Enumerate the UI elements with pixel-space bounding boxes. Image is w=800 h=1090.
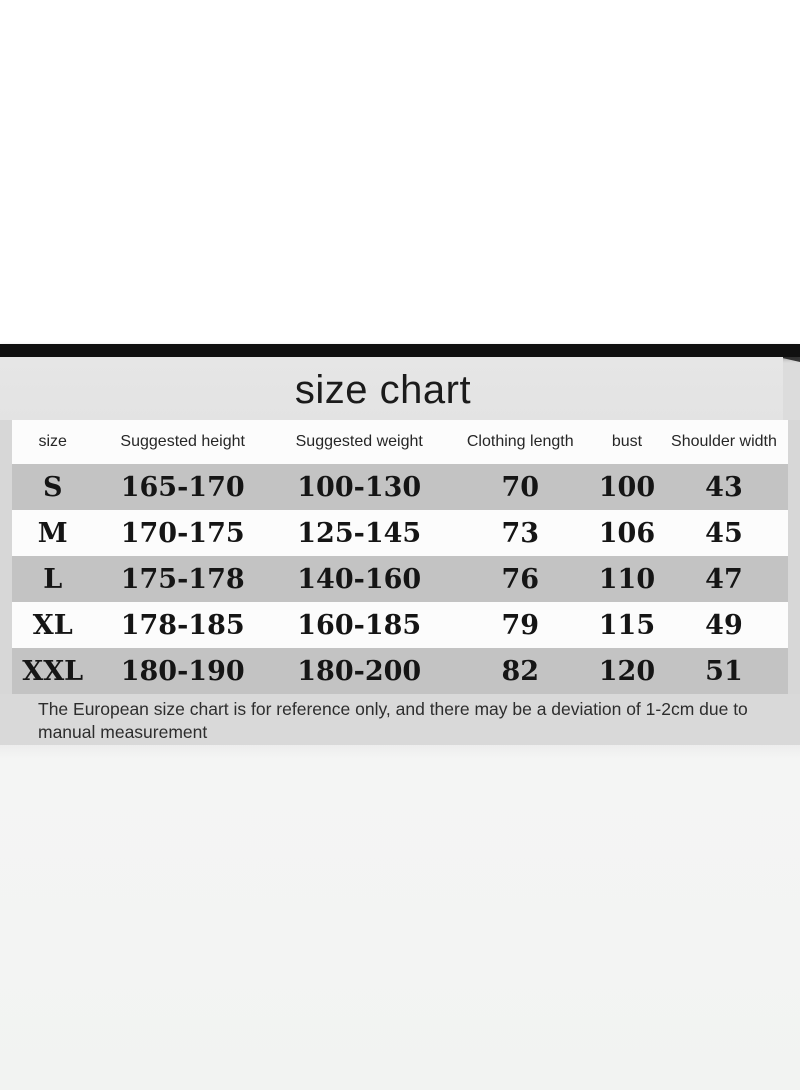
column-header-suggested-height: Suggested height [93, 420, 271, 464]
column-header-shoulder-width: Shoulder width [660, 420, 788, 464]
cell-length: 70 [447, 464, 594, 510]
cell-height: 180-190 [93, 648, 271, 694]
top-blank-area [0, 0, 800, 344]
cell-length: 82 [447, 648, 594, 694]
cell-weight: 180-200 [272, 648, 447, 694]
table-row-xl [12, 602, 788, 648]
cell-bust: 106 [594, 510, 660, 556]
size-table [12, 420, 788, 694]
size-table-header-row [12, 420, 788, 464]
divider-bar [0, 344, 800, 357]
cell-size: M [12, 510, 93, 556]
reference-note-line-2: manual measurement [38, 722, 208, 742]
cell-weight: 140-160 [272, 556, 447, 602]
column-header-size: size [12, 420, 93, 464]
cell-bust: 115 [594, 602, 660, 648]
cell-length: 73 [447, 510, 594, 556]
column-header-bust: bust [594, 420, 660, 464]
size-chart-title: size chart [0, 357, 783, 420]
cell-length: 79 [447, 602, 594, 648]
cell-bust: 120 [594, 648, 660, 694]
column-header-clothing-length: Clothing length [447, 420, 594, 464]
table-row-xxl [12, 648, 788, 694]
reference-note-line-1: The European size chart is for reference only, and there may be a deviation of 1-2cm due to [38, 699, 748, 719]
size-table-band [0, 420, 800, 694]
cell-height: 165-170 [93, 464, 271, 510]
cell-shoulder: 49 [660, 602, 788, 648]
bottom-blank-area [0, 745, 800, 1090]
cell-size: XXL [12, 648, 93, 694]
cell-size: XL [12, 602, 93, 648]
cell-weight: 160-185 [272, 602, 447, 648]
cell-height: 175-178 [93, 556, 271, 602]
table-row-m [12, 510, 788, 556]
cell-weight: 100-130 [272, 464, 447, 510]
cell-shoulder: 43 [660, 464, 788, 510]
cell-bust: 100 [594, 464, 660, 510]
table-row-l [12, 556, 788, 602]
cell-length: 76 [447, 556, 594, 602]
cell-bust: 110 [594, 556, 660, 602]
cell-weight: 125-145 [272, 510, 447, 556]
cell-height: 170-175 [93, 510, 271, 556]
cell-shoulder: 45 [660, 510, 788, 556]
table-row-s [12, 464, 788, 510]
cell-size: L [12, 556, 93, 602]
reference-note [0, 694, 800, 745]
column-header-suggested-weight: Suggested weight [272, 420, 447, 464]
cell-height: 178-185 [93, 602, 271, 648]
cell-shoulder: 47 [660, 556, 788, 602]
cell-shoulder: 51 [660, 648, 788, 694]
cell-size: S [12, 464, 93, 510]
size-chart-card [0, 357, 800, 745]
